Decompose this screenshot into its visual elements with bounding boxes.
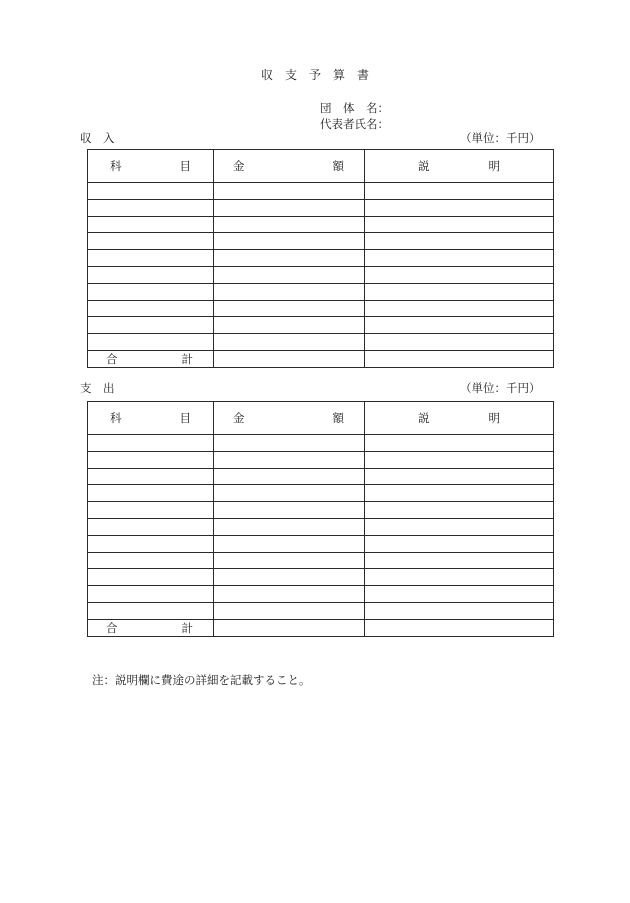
header-description	[365, 150, 554, 183]
header-amount-left: 金	[233, 159, 245, 173]
total-description-cell[interactable]	[365, 350, 554, 367]
table-row	[88, 183, 554, 200]
total-label-right: 計	[181, 620, 193, 635]
description-cell[interactable]	[365, 300, 554, 317]
item-cell[interactable]	[88, 199, 214, 216]
item-cell[interactable]	[88, 518, 214, 535]
table-row	[88, 216, 554, 233]
expense-body	[88, 435, 554, 637]
table-row	[88, 586, 554, 603]
header-item-left: 科	[110, 411, 122, 425]
total-amount-cell[interactable]	[214, 619, 365, 636]
header-amount	[214, 150, 365, 183]
description-cell[interactable]	[365, 586, 554, 603]
description-cell[interactable]	[365, 451, 554, 468]
item-cell[interactable]	[88, 317, 214, 334]
amount-cell[interactable]	[214, 451, 365, 468]
header-item	[88, 150, 214, 183]
footnote: 注：説明欄に費途の詳細を記載すること。	[92, 673, 311, 687]
amount-cell[interactable]	[214, 569, 365, 586]
table-row	[88, 552, 554, 569]
total-row	[88, 619, 554, 636]
amount-cell[interactable]	[214, 266, 365, 283]
item-cell[interactable]	[88, 266, 214, 283]
item-cell[interactable]	[88, 451, 214, 468]
expense-header-row	[88, 402, 554, 435]
description-cell[interactable]	[365, 552, 554, 569]
expense-table	[87, 401, 554, 637]
header-desc-right: 明	[488, 159, 500, 173]
table-row	[88, 502, 554, 519]
header-amount	[214, 402, 365, 435]
amount-cell[interactable]	[214, 602, 365, 619]
table-row	[88, 233, 554, 250]
header-amount-right: 額	[332, 411, 344, 425]
item-cell[interactable]	[88, 569, 214, 586]
description-cell[interactable]	[365, 317, 554, 334]
total-label-right: 計	[181, 351, 193, 366]
item-cell[interactable]	[88, 535, 214, 552]
table-row	[88, 569, 554, 586]
total-label-left: 合	[106, 620, 118, 635]
description-cell[interactable]	[365, 250, 554, 267]
amount-cell[interactable]	[214, 586, 365, 603]
header-desc-right: 明	[488, 411, 500, 425]
table-row	[88, 602, 554, 619]
total-amount-cell[interactable]	[214, 350, 365, 367]
table-row	[88, 485, 554, 502]
description-cell[interactable]	[365, 183, 554, 200]
amount-cell[interactable]	[214, 552, 365, 569]
header-desc-left: 説	[418, 159, 430, 173]
amount-cell[interactable]	[214, 334, 365, 351]
amount-cell[interactable]	[214, 283, 365, 300]
header-amount-right: 額	[332, 159, 344, 173]
representative-name-label: 代表者氏名：	[320, 117, 389, 131]
header-desc-left: 説	[418, 411, 430, 425]
item-cell[interactable]	[88, 233, 214, 250]
amount-cell[interactable]	[214, 300, 365, 317]
item-cell[interactable]	[88, 283, 214, 300]
description-cell[interactable]	[365, 485, 554, 502]
item-cell[interactable]	[88, 250, 214, 267]
income-section-label: 収 入	[80, 131, 115, 145]
income-unit-label: （単位：千円）	[460, 131, 541, 145]
item-cell[interactable]	[88, 586, 214, 603]
income-table	[87, 149, 554, 368]
description-cell[interactable]	[365, 502, 554, 519]
header-item-right: 目	[179, 411, 191, 425]
table-row	[88, 199, 554, 216]
amount-cell[interactable]	[214, 485, 365, 502]
item-cell[interactable]	[88, 334, 214, 351]
item-cell[interactable]	[88, 216, 214, 233]
total-description-cell[interactable]	[365, 619, 554, 636]
total-label-left: 合	[106, 351, 118, 366]
item-cell[interactable]	[88, 602, 214, 619]
item-cell[interactable]	[88, 485, 214, 502]
amount-cell[interactable]	[214, 468, 365, 485]
description-cell[interactable]	[365, 266, 554, 283]
table-row	[88, 266, 554, 283]
amount-cell[interactable]	[214, 317, 365, 334]
description-cell[interactable]	[365, 518, 554, 535]
description-cell[interactable]	[365, 602, 554, 619]
description-cell[interactable]	[365, 199, 554, 216]
description-cell[interactable]	[365, 468, 554, 485]
header-item-right: 目	[179, 159, 191, 173]
description-cell[interactable]	[365, 334, 554, 351]
total-label-cell	[88, 619, 214, 636]
header-amount-left: 金	[233, 411, 245, 425]
income-header-row	[88, 150, 554, 183]
amount-cell[interactable]	[214, 518, 365, 535]
table-row	[88, 283, 554, 300]
table-row	[88, 250, 554, 267]
amount-cell[interactable]	[214, 216, 365, 233]
total-label-cell	[88, 350, 214, 367]
table-row	[88, 451, 554, 468]
total-row	[88, 350, 554, 367]
table-row	[88, 334, 554, 351]
table-row	[88, 300, 554, 317]
description-cell[interactable]	[365, 569, 554, 586]
item-cell[interactable]	[88, 300, 214, 317]
amount-cell[interactable]	[214, 233, 365, 250]
amount-cell[interactable]	[214, 199, 365, 216]
description-cell[interactable]	[365, 435, 554, 452]
document-title: 収 支 予 算 書	[260, 68, 369, 82]
description-cell[interactable]	[365, 233, 554, 250]
header-item	[88, 402, 214, 435]
item-cell[interactable]	[88, 502, 214, 519]
amount-cell[interactable]	[214, 502, 365, 519]
amount-cell[interactable]	[214, 535, 365, 552]
header-description	[365, 402, 554, 435]
item-cell[interactable]	[88, 435, 214, 452]
table-row	[88, 518, 554, 535]
table-row	[88, 435, 554, 452]
amount-cell[interactable]	[214, 183, 365, 200]
header-item-left: 科	[110, 159, 122, 173]
table-row	[88, 468, 554, 485]
table-row	[88, 317, 554, 334]
table-row	[88, 535, 554, 552]
expense-section-label: 支 出	[80, 381, 115, 395]
organization-name-label: 団 体 名：	[320, 101, 389, 115]
item-cell[interactable]	[88, 468, 214, 485]
expense-unit-label: （単位：千円）	[460, 381, 541, 395]
item-cell[interactable]	[88, 552, 214, 569]
description-cell[interactable]	[365, 535, 554, 552]
amount-cell[interactable]	[214, 435, 365, 452]
item-cell[interactable]	[88, 183, 214, 200]
description-cell[interactable]	[365, 283, 554, 300]
income-body	[88, 183, 554, 368]
description-cell[interactable]	[365, 216, 554, 233]
amount-cell[interactable]	[214, 250, 365, 267]
